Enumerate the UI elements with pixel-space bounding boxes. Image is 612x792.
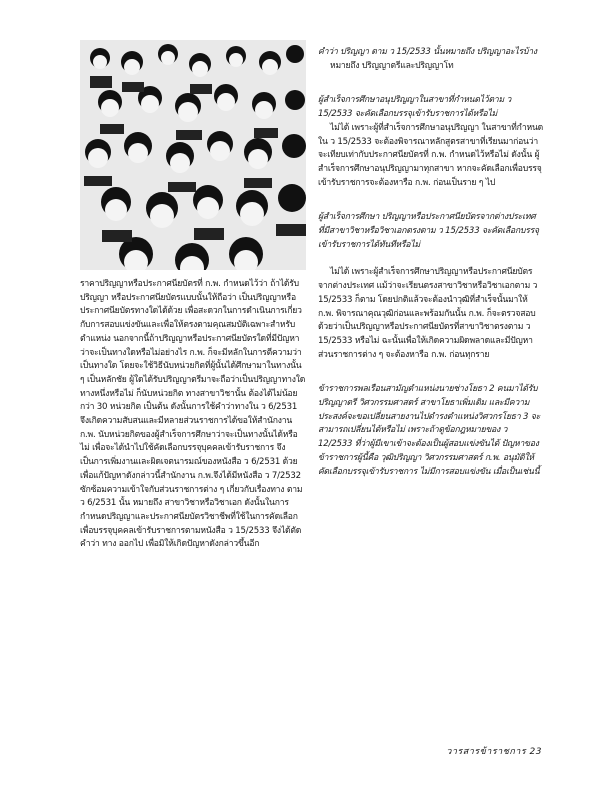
answer-1: หมายถึง ปริญญาตรีและปริญญาโท bbox=[330, 60, 454, 71]
spacer bbox=[318, 80, 543, 94]
question-2: ผู้สำเร็จการศึกษาอนุปริญญาในสาขาที่กำหนดไว้ตาม ว 15/2533 จะคัดเลือกบรรจุเข้ารับราชการได้หรือไม่ bbox=[318, 95, 512, 120]
question-1: คำว่า ปริญญา ตาม ว 15/2533 นั้นหมายถึง ปริญญาอะไรบ้าง bbox=[318, 47, 537, 57]
left-paragraph-1: ราคาปริญญาหรือประกาศนียบัตรที่ ก.พ. กำหนดไว้ว่า ถ้าได้รับปริญญา หรือประกาศนียบัตรแบบนั้นให้ถือว่า เป็นปริญญาหรือประกาศนียบัตรทางใดได้ด้วย เพื่อสะดวกในการดำเนินการเกี่ยวกับการสอบแข่งขันและเพื่อให้ตรงตามคุณสมบัติเฉพาะสำหรับตำแหน่ง นอกจากนี้ถ้าปริญญาหรือประกาศนียบัตรใดที่มีปัญหาว่าจะเป็นทางใดหรือไม่อย่างไร ก.พ. ก็จะมีหลักในการตีความว่าเป็นทางใด โดยจะใช้วิธีนับหน่วยกิตที่ผู้นั้นได้ศึกษามาในทางนั้น ๆ เป็นหลักชัย ผู้ใดได้รับปริญญาตรีมาจะถือว่าเป็นปริญญาทางใดทางหนึ่งหรือไม่ ก็นับหน่วยกิต ทางสาขาวิชานั้น ต้องได้ไม่น้อยกว่า 30 หน่วยกิต เป็นต้น ดังนั้นการใช้คำว่าทางใน ว 6/2531 จึงเกิดความสับสนและมีหลายส่วนราชการได้ขอให้สำนักงาน ก.พ. นับหน่วยกิตของผู้สำเร็จการศึกษาว่าจะเป็นทางนั้นได้หรือไม่ เพื่อจะได้นำไปใช้คัดเลือกบรรจุบุคคลเข้ารับราชการ จึงเป็นการเพิ่มงานและผิดเจตนารมณ์ของหนังสือ ว 6/2531 ด้วย เพื่อแก้ปัญหาดังกล่าวนี้สำนักงาน ก.พ.จึงได้มีหนังสือ ว 7/2532 ซักซ้อมความเข้าใจกับส่วนราชการต่าง ๆ เกี่ยวกับเรื่องทาง ตาม ว 6/2531 นั้น หมายถึง สาขาวิชาหรือวิชาเอก ดังนั้นในการกำหนดปริญญาและประกาศนียบัตรวิชาชีพที่ใช้ในการคัดเลือกเพื่อบรรจุบุคคลเข้ารับราชการตามหนังสือ ว 15/2533 จึงได้ตัดคำว่า ทาง ออกไป เพื่อมิให้เกิดปัญหาดังกล่าวขึ้นอีก bbox=[80, 279, 306, 550]
right-column bbox=[318, 46, 543, 479]
spacer bbox=[318, 197, 543, 211]
crowd-photo-icon bbox=[80, 40, 306, 270]
spacer bbox=[318, 369, 543, 383]
answer-3: ไม่ได้ เพราะผู้สำเร็จการศึกษาปริญญาหรือประกาศนียบัตรจากต่างประเทศ แม้ว่าจะเรียนตรงสาขาวิชาหรือวิชาเอกตาม ว 15/2533 ก็ตาม โดยปกติแล้วจะต้องนำวุฒิที่สำเร็จนั้นมาให้ ก.พ. พิจารณาคุณวุฒิก่อนและพร้อมกันนั้น ก.พ. ก็จะตรวจสอบด้วยว่าเป็นปริญญาหรือประกาศนียบัตรที่สาขาวิชาตรงตาม ว 15/2533 หรือไม่ ฉะนั้นเพื่อให้เกิดความผิดพลาดและมีปัญหา ส่วนราชการต่าง ๆ จะต้องหารือ ก.พ. ก่อนทุกราย bbox=[318, 267, 538, 360]
page-footer: วารสารข้าราชการ 23 bbox=[446, 747, 542, 757]
left-column bbox=[80, 278, 306, 552]
answer-2: ไม่ได้ เพราะผู้ที่สำเร็จการศึกษาอนุปริญญา ในสาขาที่กำหนดใน ว 15/2533 จะต้องพิจารณาหลักสูตรสาขาที่เรียนมาก่อนว่า จะเทียบเท่ากับประกาศนียบัตรที่ ก.พ. กำหนดไว้หรือไม่ ดังนั้น ผู้สำเร็จการศึกษาอนุปริญญามาทุกสาขา หากจะคัดเลือกเพื่อบรรจุเข้ารับราชการจะต้องหารือ ก.พ. ก่อนเป็นราย ๆ ไป bbox=[318, 122, 543, 188]
question-3: ผู้สำเร็จการศึกษา ปริญญาหรือประกาศนียบัตรจากต่างประเทศ ที่มีสาขาวิชาหรือวิชาเอกตรงตาม ว 15/2533 จะคัดเลือกบรรจุเข้ารับราชการได้ทันทีหรือไม่ bbox=[318, 212, 539, 250]
crowd-photo bbox=[80, 40, 306, 270]
question-4: ข้าราชการพลเรือนสามัญตำแหน่งนายช่างโยธา 2 คนมาได้รับปริญญาตรี วิศวกรรมศาสตร์ สาขาโยธาเพิ่มเติม และมีความประสงค์จะขอเปลี่ยนสายงานไปดำรงตำแหน่งวิศวกรโยธา 3 จะสามารถเปลี่ยนได้หรือไม่ เพราะถ้าดูข้อกฎหมายของ ว 12/2533 ที่ว่าผู้มีเขาเข้าจะต้องเป็นผู้สอบแข่งขันได้ ปัญหาของข้าราชการผู้นี้คือ วุฒิปริญญา วิศวกรรมศาสตร์ ก.พ. อนุมัติให้คัดเลือกบรรจุเข้ารับราชการ ไม่มีการสอบแข่งขัน เมื่อเป็นเช่นนี้ bbox=[318, 384, 541, 477]
spacer bbox=[318, 252, 543, 266]
